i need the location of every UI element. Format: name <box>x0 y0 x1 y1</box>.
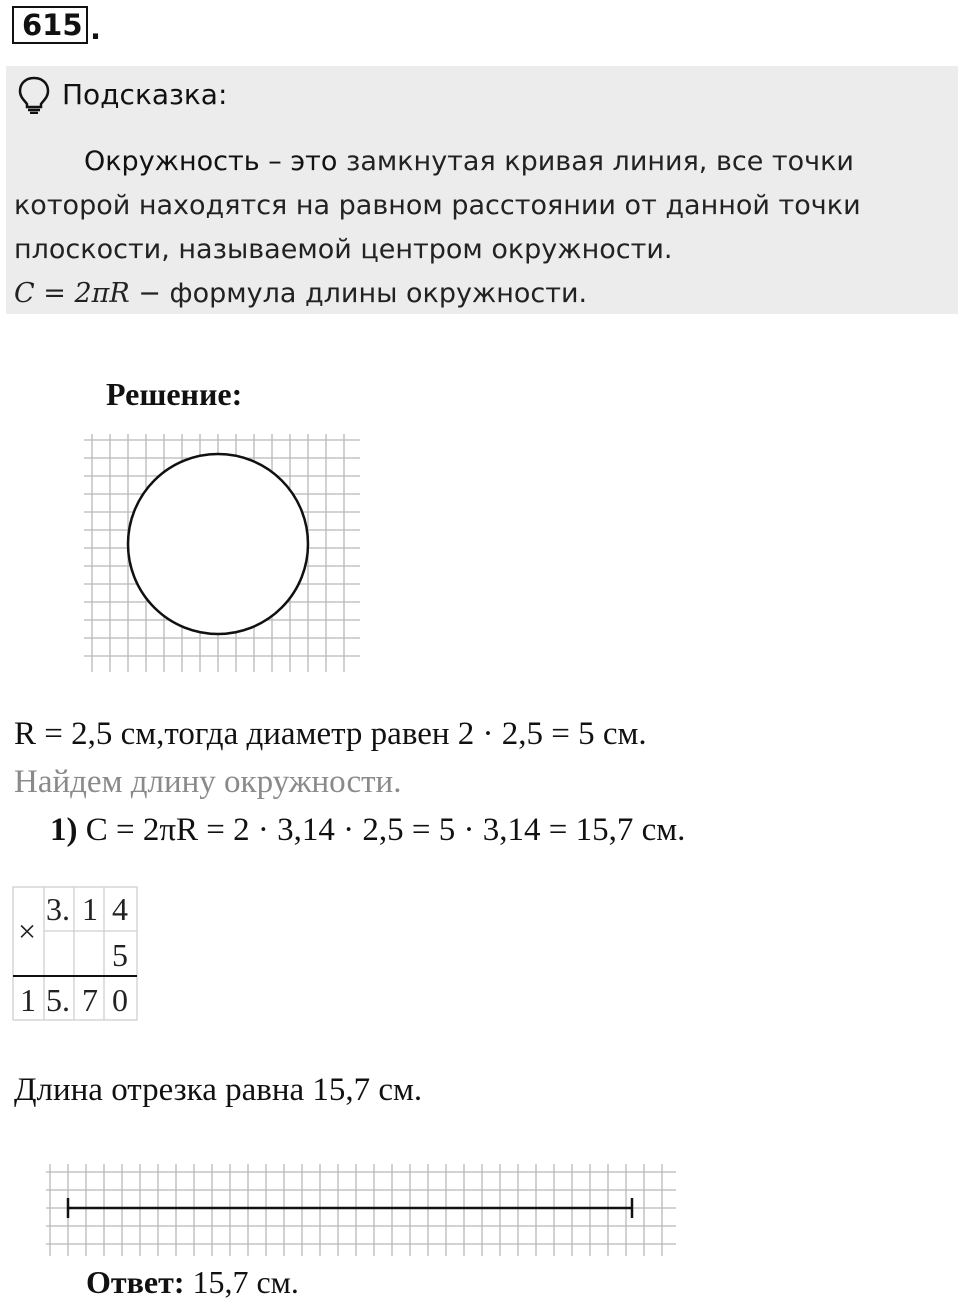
segment-grid-figure <box>46 1164 676 1256</box>
hint-formula-caption: − формула длины окружности. <box>129 278 588 309</box>
step-formula: C = 2πR = 2 · 3,14 · 2,5 = 5 · 3,14 = 15,7 см. <box>85 812 686 848</box>
row1-cell-1: 3. <box>46 891 70 927</box>
result-cell-2: 7 <box>82 982 98 1018</box>
answer-value: 15,7 см. <box>184 1264 299 1300</box>
result-cell-1: 5. <box>46 982 70 1018</box>
result-cell-3: 0 <box>112 982 128 1018</box>
problem-number: 615 <box>12 6 88 44</box>
solution-title: Решение: <box>106 376 243 412</box>
circle-grid-figure <box>84 434 360 672</box>
hint-text <box>14 140 944 316</box>
column-multiplication <box>12 886 138 1027</box>
hint-formula: C = 2πR <box>14 278 130 309</box>
lightbulb-icon <box>17 76 51 114</box>
hint-label: Подсказка: <box>62 78 228 111</box>
step-label: 1) <box>50 812 78 848</box>
answer-line <box>86 1264 299 1301</box>
hint-definition: замкнутая кривая линия, все точки которой находятся на равном расстоянии от данной точки плоскости, называемой центром окружности. <box>14 146 861 265</box>
segment <box>68 1198 632 1218</box>
step-line <box>50 812 685 849</box>
problem-number-dot: . <box>90 12 102 46</box>
circle <box>128 454 308 634</box>
row1-cell-3: 4 <box>112 891 128 927</box>
row1-cell-2: 1 <box>82 891 98 927</box>
multiply-sign: × <box>18 913 37 949</box>
segment-grid-lines <box>46 1164 676 1256</box>
hint-term: Окружность – это <box>84 146 338 177</box>
result-cell-0: 1 <box>20 982 36 1018</box>
radius-line: R = 2,5 см,тогда диаметр равен 2 · 2,5 = 5 см. <box>14 716 647 752</box>
segment-length-line: Длина отрезка равна 15,7 см. <box>14 1072 423 1108</box>
row2-cell-3: 5 <box>112 937 128 973</box>
find-length-line: Найдем длину окружности. <box>14 764 402 800</box>
answer-label: Ответ: <box>86 1264 185 1300</box>
